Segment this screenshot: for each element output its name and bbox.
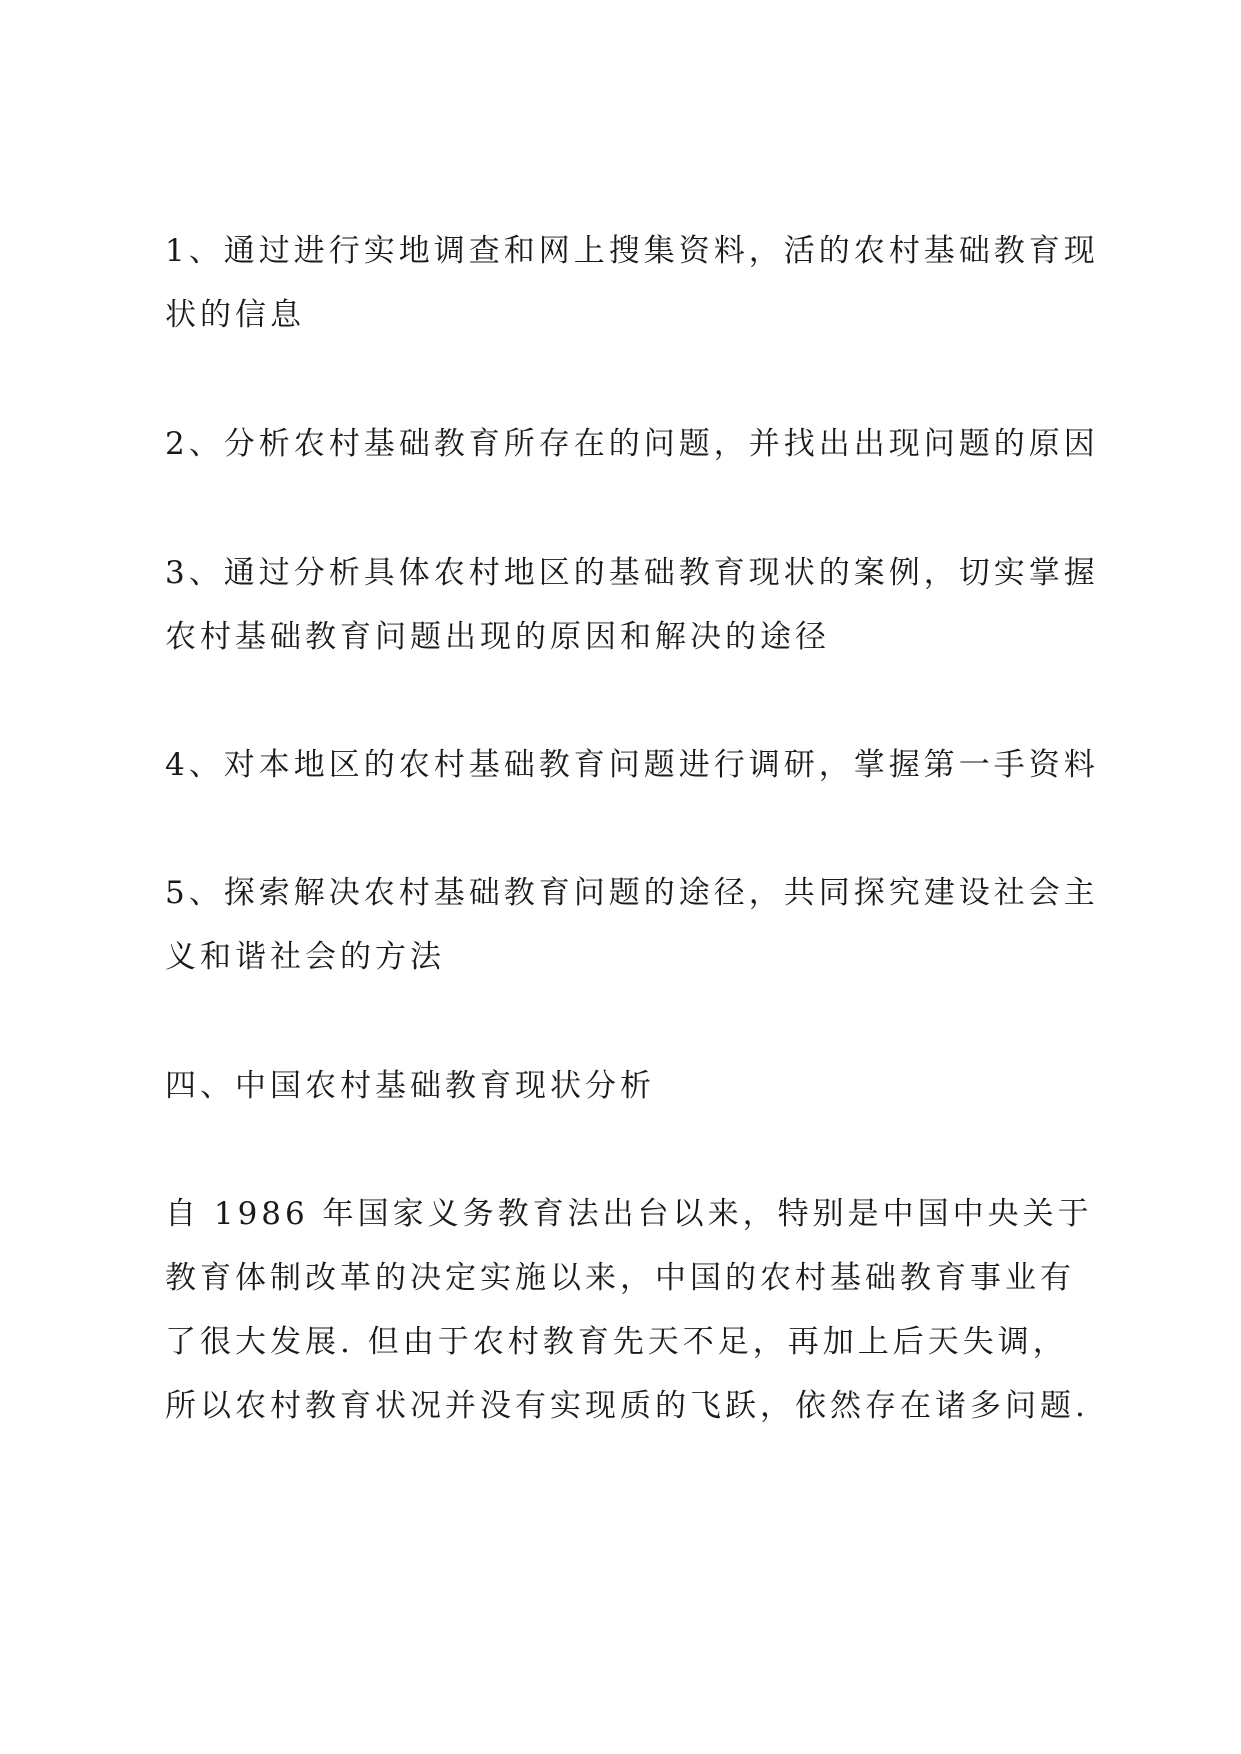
list-item-1: 1、通过进行实地调查和网上搜集资料，活的农村基础教育现状的信息 (165, 233, 1099, 333)
list-item-3: 3、通过分析具体农村地区的基础教育现状的案例，切实掌握农村基础教育问题出现的原因和解决的途径 (165, 555, 1099, 655)
list-item-4: 4、对本地区的农村基础教育问题进行调研，掌握第一手资料 (165, 747, 1099, 783)
body-paragraph: 自 1986 年国家义务教育法出台以来，特别是中国中央关于教育体制改革的决定实施以来，中国的农村基础教育事业有了很大发展. 但由于农村教育先天不足，再加上后天失调，所以农村教育状况并没有实现质的飞跃，依然存在诸多问题. (165, 1196, 1093, 1424)
section-heading: 四、中国农村基础教育现状分析 (165, 1068, 655, 1104)
list-item-5: 5、探索解决农村基础教育问题的途径，共同探究建设社会主义和谐社会的方法 (165, 875, 1099, 975)
list-item-2: 2、分析农村基础教育所存在的问题，并找出出现问题的原因 (165, 426, 1099, 462)
